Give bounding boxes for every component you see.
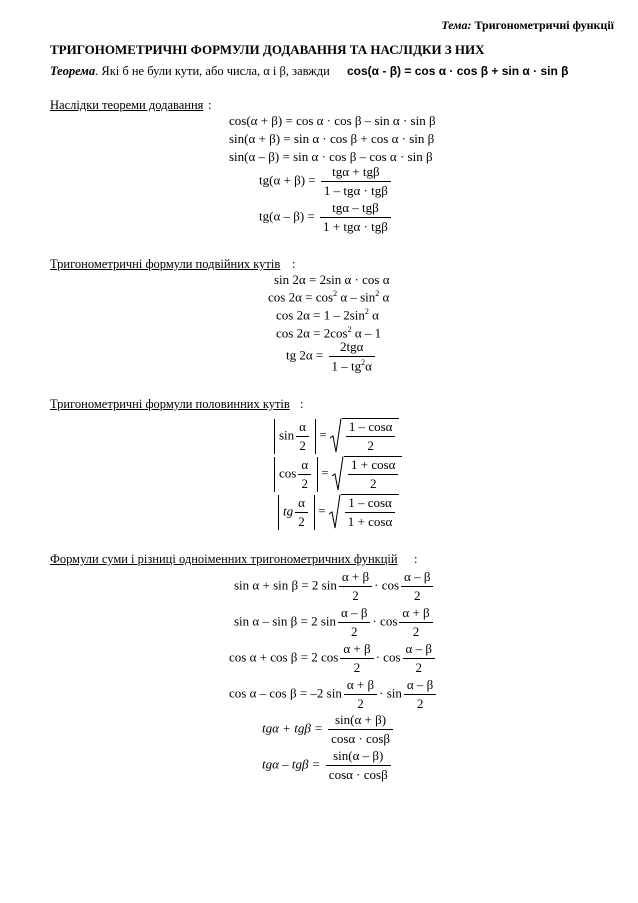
formula-cos-double-1: $\cos 2\alpha = \cos^2 \alpha - \sin^2 \alpha$ bbox=[268, 289, 390, 305]
theorem-formula: cos(α - β) = cos α · cos β + sin α · sin β bbox=[346, 64, 569, 78]
formula-tg-double bbox=[286, 339, 377, 374]
colon: : bbox=[300, 397, 304, 411]
page-title: ТРИГОНОМЕТРИЧНІ ФОРМУЛИ ДОДАВАННЯ ТА НАСЛІДКИ З НИХ bbox=[50, 42, 485, 57]
formula-lhs: tg(α – β) = bbox=[259, 208, 315, 224]
square-root: $\frac{1 + \cos\alpha}{2}$ bbox=[332, 456, 402, 492]
numerator: tgα + tgβ bbox=[321, 164, 391, 182]
numerator: 2tgα bbox=[329, 339, 375, 357]
numerator: tgα – tgβ bbox=[320, 200, 391, 218]
denominator: 1 – tgα · tgβ bbox=[323, 183, 388, 198]
theorem-label: Теорема bbox=[50, 64, 96, 78]
absolute-value: cos $\frac{\alpha}{2}$ bbox=[274, 457, 318, 492]
formula-lhs: tg(α + β) = bbox=[259, 172, 316, 188]
section-half-heading: Тригонометричні формули половинних кутів bbox=[50, 397, 290, 411]
section-double-heading: Тригонометричні формули подвійних кутів bbox=[50, 257, 281, 271]
formula-sin-double: sin 2α = 2sin α · cos α bbox=[274, 272, 390, 287]
formula-sin-diff: sin(α – β) = sin α · cos β – cos α · sin β bbox=[229, 149, 433, 164]
section-addition-heading: Наслідки теореми додавання bbox=[50, 98, 204, 112]
formula-cos-double-3: $\cos 2\alpha = 2\cos^2$ α – 1 bbox=[276, 325, 382, 341]
formula-cos-half: cos $\frac{\alpha}{2}$ = $\frac{1 + \cos\alpha}{2}$ bbox=[274, 456, 402, 492]
absolute-value: tg $\frac{\alpha}{2}$ bbox=[278, 495, 315, 530]
formula-sin-sum: sin(α + β) = sin α · cos β + cos α · sin β bbox=[229, 131, 435, 146]
absolute-value: sin $\frac{\alpha}{2}$ bbox=[274, 419, 316, 454]
formula-tg-plus-tg: tgα + tgβ = $\frac{\sin(\alpha + \beta)}{\cos\alpha \cdot \cos\beta}$ bbox=[262, 712, 395, 747]
formula-cos-plus-cos: cos α + cos β = 2 cos $\frac{\alpha + \beta}{2}$ · cos $\frac{\alpha - \beta}{2}$ bbox=[229, 641, 437, 676]
theorem bbox=[50, 64, 568, 79]
colon: : bbox=[292, 257, 296, 271]
formula-tg-diff bbox=[259, 200, 393, 235]
topic-label: Тема: bbox=[441, 18, 472, 32]
fraction bbox=[329, 339, 375, 374]
fraction bbox=[321, 164, 391, 199]
formula-cos-minus-cos: cos α – cos β = –2 sin $\frac{\alpha + \beta}{2}$ · sin $\frac{\alpha - \beta}{2}$ bbox=[229, 677, 438, 712]
fraction bbox=[320, 200, 391, 235]
colon: : bbox=[208, 98, 212, 112]
topic-value: Тригонометричні функції bbox=[474, 18, 614, 32]
formula-sin-plus-sin: sin α + sin β = 2 sin $\frac{\alpha + \beta}{2}$ · cos $\frac{\alpha - \beta}{2}$ bbox=[234, 569, 435, 604]
formula-tg-minus-tg: tgα – tgβ = $\frac{\sin(\alpha - \beta)}{\cos\alpha \cdot \cos\beta}$ bbox=[262, 748, 393, 783]
denominator: 1 + tgα · tgβ bbox=[323, 219, 388, 234]
square-root: $\frac{1 - \cos\alpha}{2}$ bbox=[330, 418, 400, 454]
formula-tg-sum bbox=[259, 164, 393, 199]
section-sum-heading: Формули суми і різниці одноіменних тригонометричних функцій bbox=[50, 552, 398, 566]
formula-sin-minus-sin: sin α – sin β = 2 sin $\frac{\alpha - \beta}{2}$ · cos $\frac{\alpha + \beta}{2}$ bbox=[234, 605, 435, 640]
topic-header bbox=[441, 18, 614, 33]
formula-lhs: tg 2α = bbox=[286, 347, 324, 363]
denominator: $1 - tg^2\alpha$ bbox=[331, 358, 372, 374]
theorem-text: . Які б не були кути, або числа, α і β, завжди bbox=[95, 64, 330, 78]
formula-sin-half: sin $\frac{\alpha}{2}$ = $\frac{1 - \cos\alpha}{2}$ bbox=[274, 418, 399, 454]
colon: : bbox=[414, 552, 418, 566]
formula-tg-half: tg $\frac{\alpha}{2}$ = $\frac{1 - \cos\alpha}{1 + \cos\alpha}$ bbox=[278, 494, 399, 530]
formula-cos-sum: cos(α + β) = cos α · cos β – sin α · sin β bbox=[229, 113, 436, 128]
formula-cos-double-2: $\cos 2\alpha = 1 - 2\sin^2$ α bbox=[276, 307, 379, 323]
square-root: $\frac{1 - \cos\alpha}{1 + \cos\alpha}$ bbox=[329, 494, 399, 530]
